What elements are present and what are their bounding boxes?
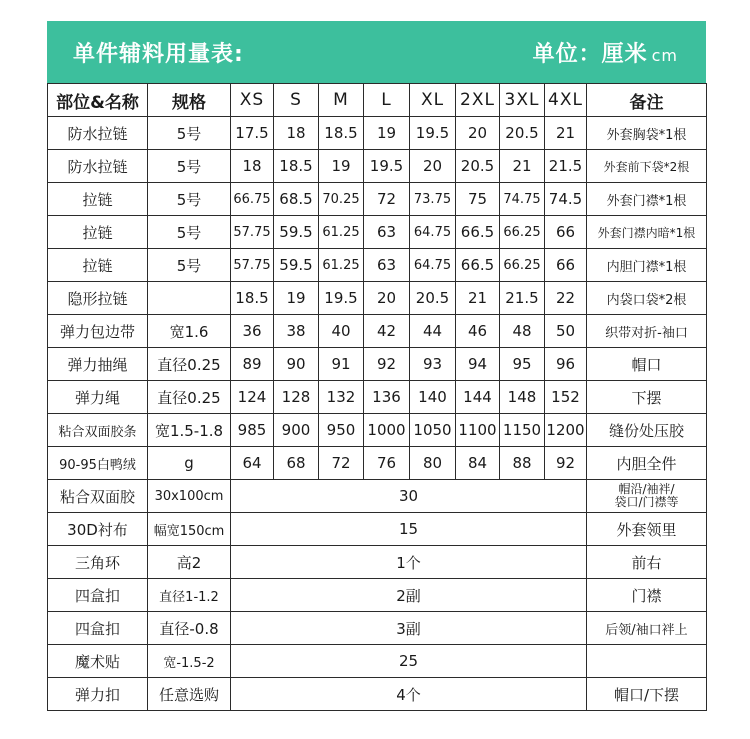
note-cell: 帽口 [587, 348, 707, 381]
size-value-cell: 136 [364, 381, 410, 414]
size-value-cell: 1050 [410, 414, 456, 447]
size-value-cell: 91 [319, 348, 364, 381]
spec-cell: 高2 [148, 546, 231, 579]
size-value-cell: 92 [545, 447, 587, 480]
size-value-cell: 68.5 [274, 183, 319, 216]
table-row [48, 612, 707, 645]
spec-cell [148, 282, 231, 315]
note-cell: 外套门襟*1根 [587, 183, 707, 216]
part-name-cell: 防水拉链 [48, 150, 148, 183]
size-value-cell: 48 [500, 315, 545, 348]
size-value-cell: 17.5 [231, 117, 274, 150]
spec-cell: 宽1.6 [148, 315, 231, 348]
size-value-cell: 21.5 [500, 282, 545, 315]
quantity-cell: 30 [231, 480, 587, 513]
part-name-cell: 拉链 [48, 249, 148, 282]
col-header-size-s: S [274, 84, 319, 117]
size-value-cell: 21 [500, 150, 545, 183]
size-value-cell: 21 [545, 117, 587, 150]
size-value-cell: 1150 [500, 414, 545, 447]
size-value-cell: 72 [364, 183, 410, 216]
table-row [48, 216, 707, 249]
table-row [48, 579, 707, 612]
size-value-cell: 18.5 [231, 282, 274, 315]
size-value-cell: 66.5 [456, 249, 500, 282]
note-cell: 外套领里 [587, 513, 707, 546]
note-cell: 内胆门襟*1根 [587, 249, 707, 282]
spec-cell: 宽1.5-1.8 [148, 414, 231, 447]
size-value-cell: 22 [545, 282, 587, 315]
size-value-cell: 36 [231, 315, 274, 348]
size-value-cell: 66 [545, 216, 587, 249]
part-name-cell: 弹力绳 [48, 381, 148, 414]
note-cell: 外套胸袋*1根 [587, 117, 707, 150]
size-value-cell: 61.25 [319, 216, 364, 249]
size-value-cell: 70.25 [319, 183, 364, 216]
size-value-cell: 57.75 [231, 216, 274, 249]
part-name-cell: 防水拉链 [48, 117, 148, 150]
size-value-cell: 20 [364, 282, 410, 315]
note-line: 袋口/门襟等 [614, 495, 679, 509]
size-value-cell: 50 [545, 315, 587, 348]
unit-label [533, 37, 678, 68]
spec-cell: 直径-0.8 [148, 612, 231, 645]
spec-cell: 直径0.25 [148, 348, 231, 381]
size-value-cell: 20.5 [456, 150, 500, 183]
size-value-cell: 66.75 [231, 183, 274, 216]
size-value-cell: 124 [231, 381, 274, 414]
note-cell: 下摆 [587, 381, 707, 414]
table-row [48, 315, 707, 348]
table-row [48, 513, 707, 546]
size-value-cell: 59.5 [274, 249, 319, 282]
col-header-size-xs: XS [231, 84, 274, 117]
size-value-cell: 19 [274, 282, 319, 315]
note-cell: 帽口/下摆 [587, 678, 707, 711]
part-name-cell: 拉链 [48, 183, 148, 216]
size-value-cell: 132 [319, 381, 364, 414]
table-row [48, 414, 707, 447]
table-row [48, 150, 707, 183]
size-value-cell: 18 [231, 150, 274, 183]
table-row [48, 348, 707, 381]
size-value-cell: 46 [456, 315, 500, 348]
quantity-cell: 4个 [231, 678, 587, 711]
part-name-cell: 魔术贴 [48, 645, 148, 678]
size-value-cell: 44 [410, 315, 456, 348]
quantity-cell: 3副 [231, 612, 587, 645]
size-value-cell: 90 [274, 348, 319, 381]
table-row [48, 447, 707, 480]
note-cell: 前右 [587, 546, 707, 579]
size-value-cell: 20.5 [500, 117, 545, 150]
table-row [48, 381, 707, 414]
unit-suffix: cm [651, 46, 678, 65]
spec-cell: 直径1-1.2 [148, 579, 231, 612]
size-value-cell: 66.25 [500, 216, 545, 249]
size-value-cell: 66.5 [456, 216, 500, 249]
part-name-cell: 弹力扣 [48, 678, 148, 711]
note-cell: 外套前下袋*2根 [587, 150, 707, 183]
size-value-cell: 59.5 [274, 216, 319, 249]
table-row [48, 249, 707, 282]
size-value-cell: 20.5 [410, 282, 456, 315]
note-cell: 缝份处压胶 [587, 414, 707, 447]
part-name-cell: 隐形拉链 [48, 282, 148, 315]
size-value-cell: 88 [500, 447, 545, 480]
size-value-cell: 75 [456, 183, 500, 216]
size-value-cell: 19.5 [319, 282, 364, 315]
spec-cell: 直径0.25 [148, 381, 231, 414]
note-cell [587, 480, 707, 513]
table-row [48, 678, 707, 711]
quantity-cell: 1个 [231, 546, 587, 579]
size-value-cell: 93 [410, 348, 456, 381]
size-value-cell: 19.5 [410, 117, 456, 150]
note-cell: 内胆全件 [587, 447, 707, 480]
spec-cell: 5号 [148, 216, 231, 249]
size-value-cell: 95 [500, 348, 545, 381]
size-value-cell: 42 [364, 315, 410, 348]
size-value-cell: 985 [231, 414, 274, 447]
table-row [48, 546, 707, 579]
col-header-size-m: M [319, 84, 364, 117]
note-cell: 外套门襟内暗*1根 [587, 216, 707, 249]
size-value-cell: 66.25 [500, 249, 545, 282]
size-value-cell: 1100 [456, 414, 500, 447]
note-cell: 内袋口袋*2根 [587, 282, 707, 315]
col-header-size-4xl: 4XL [545, 84, 587, 117]
size-value-cell: 128 [274, 381, 319, 414]
size-value-cell: 96 [545, 348, 587, 381]
size-value-cell: 92 [364, 348, 410, 381]
col-header-spec: 规格 [148, 84, 231, 117]
spec-cell: 5号 [148, 117, 231, 150]
accessory-usage-table [47, 83, 707, 711]
col-header-size-xl: XL [410, 84, 456, 117]
size-value-cell: 76 [364, 447, 410, 480]
size-value-cell: 19 [319, 150, 364, 183]
spec-cell: 宽-1.5-2 [148, 645, 231, 678]
size-value-cell: 900 [274, 414, 319, 447]
size-value-cell: 74.5 [545, 183, 587, 216]
size-value-cell: 20 [410, 150, 456, 183]
col-header-size-3xl: 3XL [500, 84, 545, 117]
part-name-cell: 四盒扣 [48, 579, 148, 612]
size-value-cell: 84 [456, 447, 500, 480]
unit-text: 单位：厘米 [532, 42, 648, 67]
size-value-cell: 1200 [545, 414, 587, 447]
size-value-cell: 73.75 [410, 183, 456, 216]
part-name-cell: 30D衬布 [48, 513, 148, 546]
size-value-cell: 18.5 [274, 150, 319, 183]
note-cell: 后领/袖口袢上 [587, 612, 707, 645]
size-value-cell: 18 [274, 117, 319, 150]
size-value-cell: 21.5 [545, 150, 587, 183]
spec-cell: 30x100cm [148, 480, 231, 513]
col-header-size-l: L [364, 84, 410, 117]
size-value-cell: 18.5 [319, 117, 364, 150]
part-name-cell: 四盒扣 [48, 612, 148, 645]
part-name-cell: 粘合双面胶 [48, 480, 148, 513]
part-name-cell: 弹力抽绳 [48, 348, 148, 381]
size-value-cell: 68 [274, 447, 319, 480]
part-name-cell: 弹力包边带 [48, 315, 148, 348]
size-value-cell: 94 [456, 348, 500, 381]
size-value-cell: 152 [545, 381, 587, 414]
size-value-cell: 21 [456, 282, 500, 315]
note-cell: 门襟 [587, 579, 707, 612]
size-value-cell: 64.75 [410, 216, 456, 249]
size-value-cell: 57.75 [231, 249, 274, 282]
table-row [48, 282, 707, 315]
size-value-cell: 63 [364, 216, 410, 249]
size-value-cell: 89 [231, 348, 274, 381]
size-value-cell: 64.75 [410, 249, 456, 282]
spec-cell: 5号 [148, 249, 231, 282]
table-header-banner [47, 21, 706, 83]
table-row [48, 645, 707, 678]
size-value-cell: 1000 [364, 414, 410, 447]
size-value-cell: 74.75 [500, 183, 545, 216]
size-value-cell: 61.25 [319, 249, 364, 282]
spec-cell: 幅宽150cm [148, 513, 231, 546]
spec-cell: 任意选购 [148, 678, 231, 711]
part-name-cell: 拉链 [48, 216, 148, 249]
size-value-cell: 64 [231, 447, 274, 480]
spec-cell: 5号 [148, 183, 231, 216]
part-name-cell: 90-95白鸭绒 [48, 447, 148, 480]
size-value-cell: 19.5 [364, 150, 410, 183]
size-value-cell: 144 [456, 381, 500, 414]
sheet-title: 单件辅料用量表: [73, 42, 244, 67]
size-value-cell: 19 [364, 117, 410, 150]
size-value-cell: 72 [319, 447, 364, 480]
size-value-cell: 63 [364, 249, 410, 282]
quantity-cell: 2副 [231, 579, 587, 612]
note-cell: 织带对折-袖口 [587, 315, 707, 348]
size-value-cell: 20 [456, 117, 500, 150]
part-name-cell: 粘合双面胶条 [48, 414, 148, 447]
col-header-note: 备注 [587, 84, 707, 117]
size-value-cell: 38 [274, 315, 319, 348]
part-name-cell: 三角环 [48, 546, 148, 579]
table-row [48, 117, 707, 150]
table-row [48, 480, 707, 513]
size-value-cell: 148 [500, 381, 545, 414]
size-value-cell: 140 [410, 381, 456, 414]
quantity-cell: 15 [231, 513, 587, 546]
quantity-cell: 25 [231, 645, 587, 678]
size-value-cell: 66 [545, 249, 587, 282]
size-value-cell: 950 [319, 414, 364, 447]
note-line: 帽沿/袖袢/ [618, 482, 675, 496]
table-row [48, 183, 707, 216]
size-value-cell: 80 [410, 447, 456, 480]
spec-cell: 5号 [148, 150, 231, 183]
size-value-cell: 40 [319, 315, 364, 348]
col-header-size-2xl: 2XL [456, 84, 500, 117]
header-row [48, 84, 707, 117]
col-header-part-name: 部位&名称 [48, 84, 148, 117]
spec-cell: g [148, 447, 231, 480]
note-cell [587, 645, 707, 678]
